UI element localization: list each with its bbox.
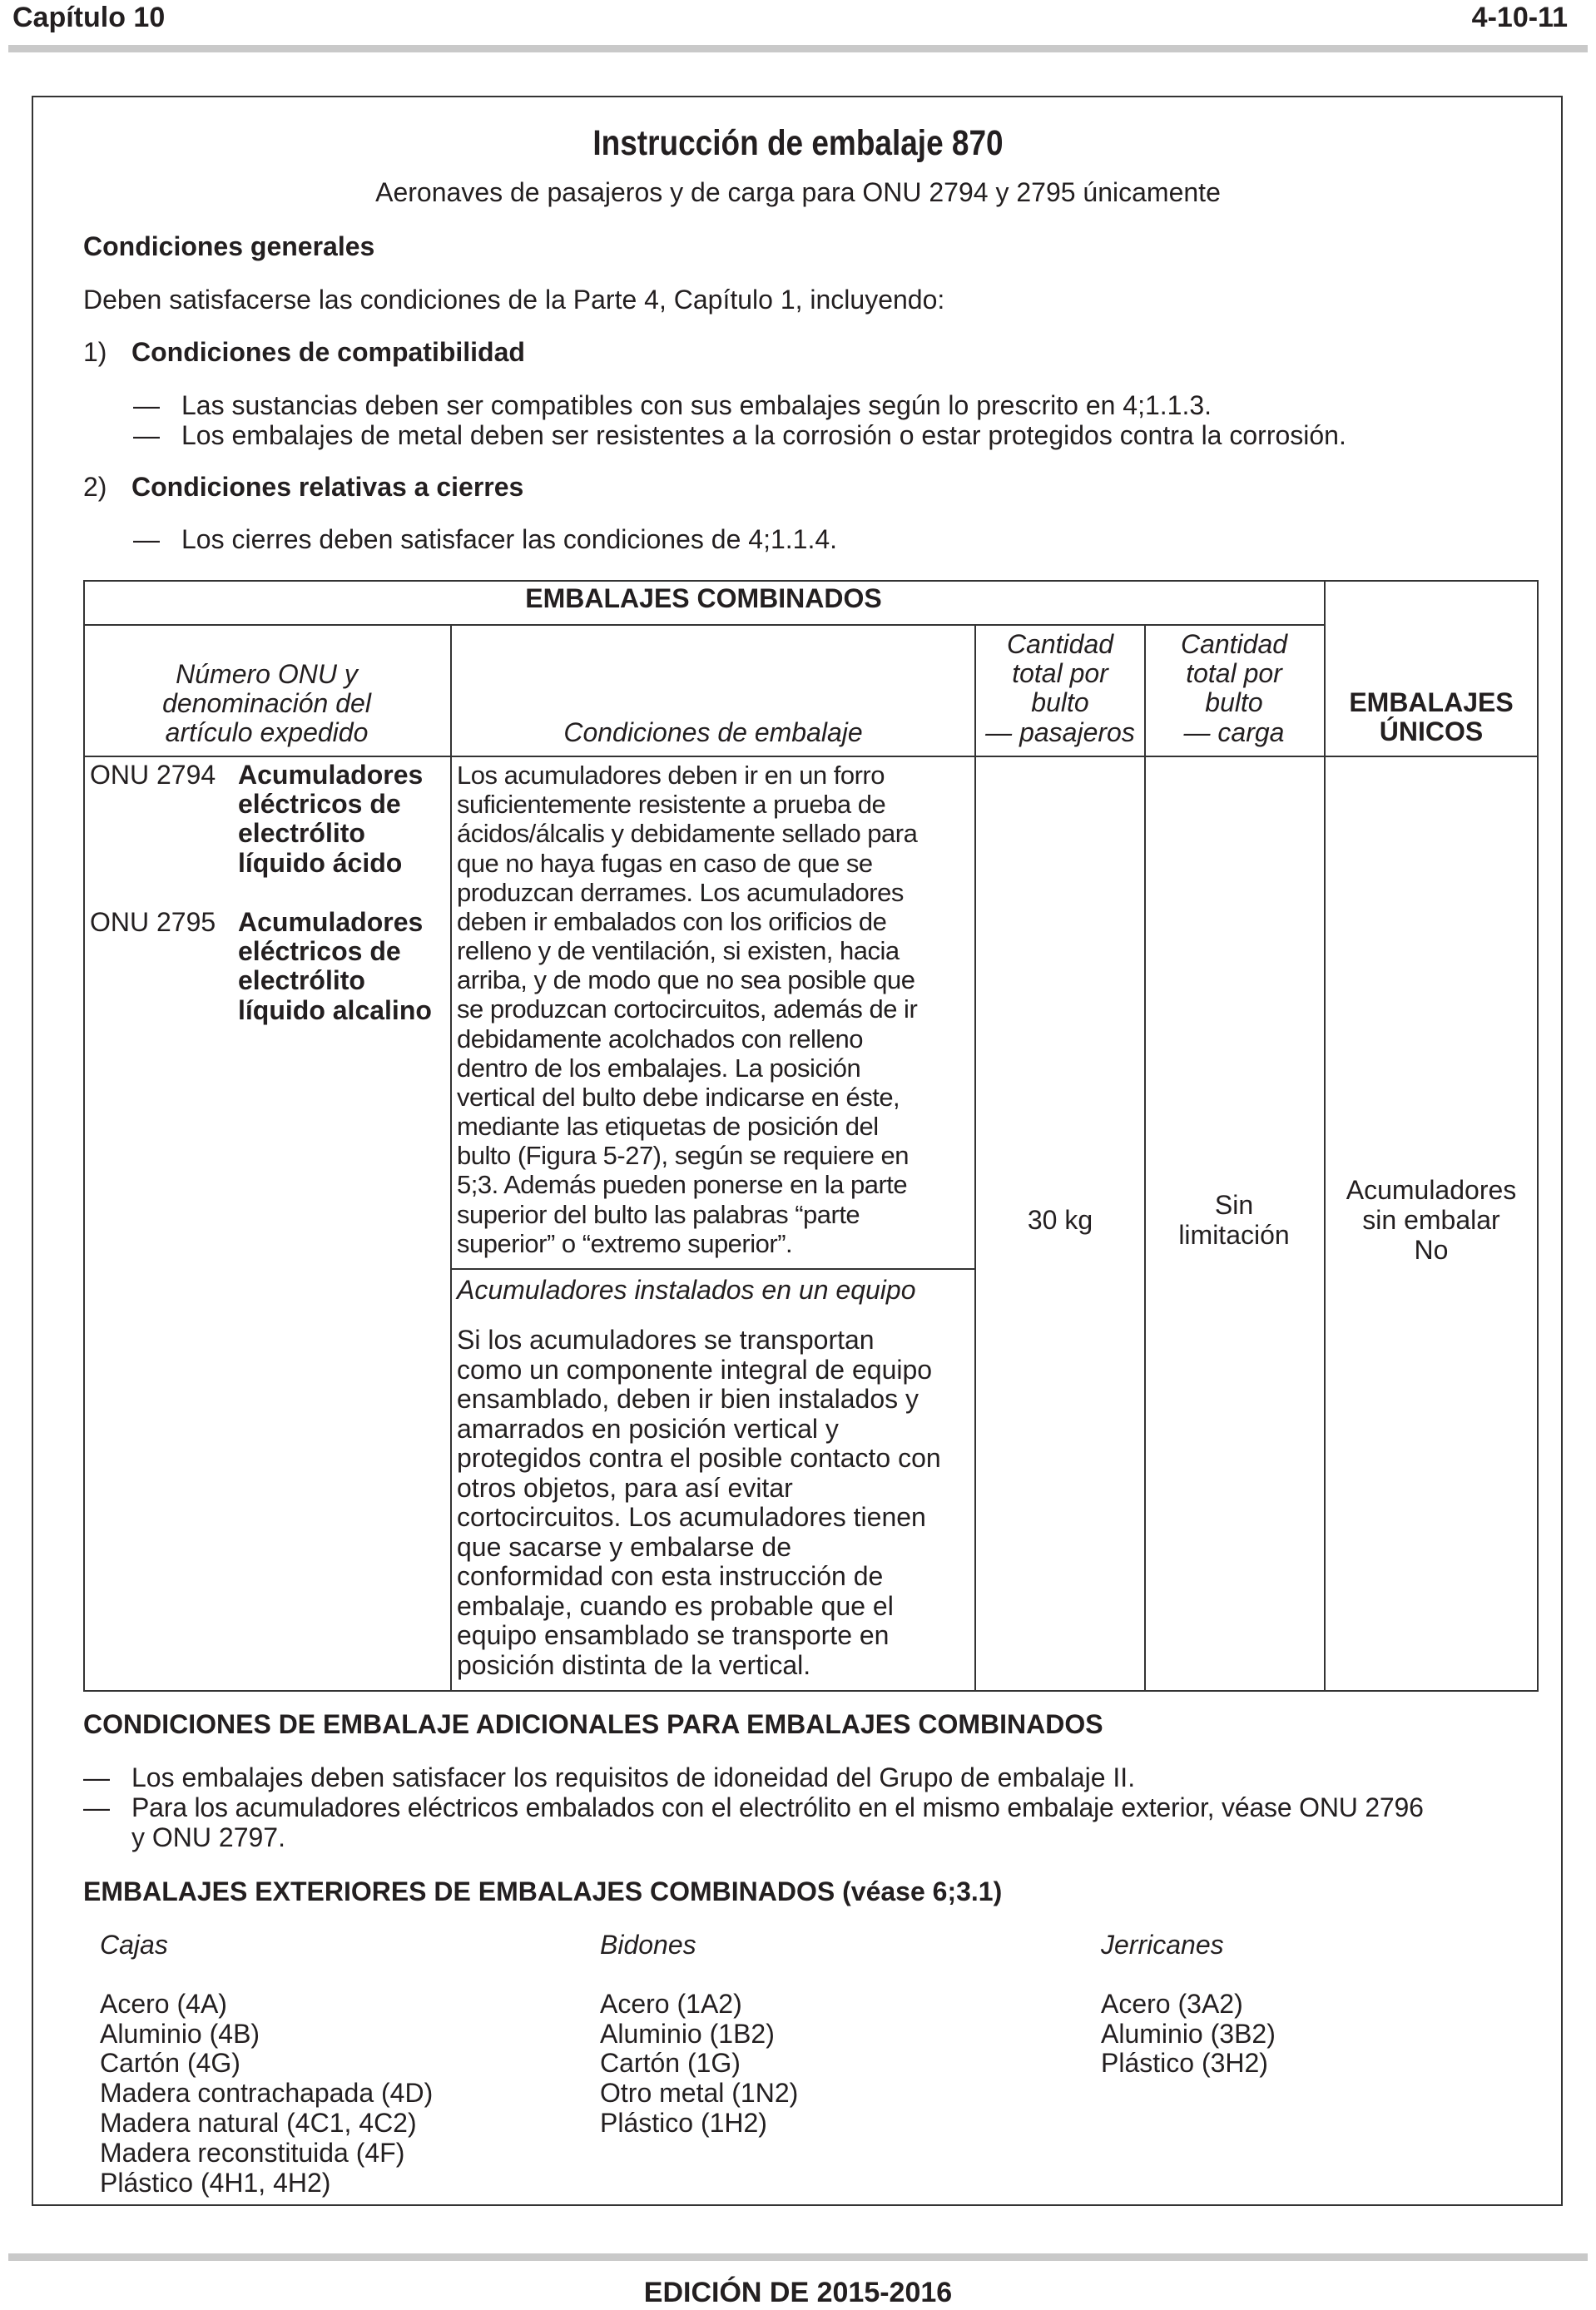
table-divider	[1144, 624, 1146, 1692]
col-single-header	[1324, 688, 1539, 746]
list-item: Plástico (1H2)	[600, 2108, 767, 2139]
text-line: otros objetos, para así evitar	[457, 1472, 793, 1503]
dash-glyph: —	[133, 390, 160, 420]
list-item: Aluminio (4B)	[100, 2018, 260, 2049]
col-cargo-header	[1144, 630, 1324, 747]
text-line: Acumuladores	[1346, 1175, 1517, 1205]
conditions-paragraph	[457, 1326, 973, 1680]
page-number: 4-10-11	[1471, 2, 1568, 33]
header-line: — carga	[1183, 716, 1285, 747]
cargo-quantity	[1144, 1191, 1324, 1251]
un-number: ONU 2794	[90, 760, 216, 790]
table-divider	[83, 756, 1539, 757]
text-line: protegidos contra el posible contacto con	[457, 1443, 941, 1474]
header-line: bulto	[1205, 687, 1263, 718]
header-line: ÚNICOS	[1379, 716, 1484, 747]
name-line: electrólito	[238, 818, 365, 849]
text-line: mediante las etiquetas de posición del	[457, 1112, 879, 1142]
edition-footer: EDICIÓN DE 2015-2016	[643, 2277, 953, 2308]
table-divider	[83, 624, 1324, 626]
list-item: Cartón (1G)	[600, 2048, 741, 2079]
text-line: No	[1414, 1234, 1449, 1265]
un-name	[238, 761, 423, 878]
name-line: electrólito	[238, 965, 365, 996]
dash-glyph: —	[83, 1762, 110, 1792]
outer-heading: EMBALAJES EXTERIORES DE EMBALAJES COMBINADOS (véase 6;3.1)	[83, 1876, 1003, 1906]
text-line: que sacarse y embalarse de	[457, 1531, 791, 1562]
additional-heading: CONDICIONES DE EMBALAJE ADICIONALES PARA EMBALAJES COMBINADOS	[83, 1709, 1103, 1739]
item-2-title: Condiciones relativas a cierres	[131, 472, 524, 502]
header-rule	[8, 45, 1588, 52]
list-item: Acero (3A2)	[1101, 1988, 1243, 2019]
text-line: suficientemente resistente a prueba de	[457, 790, 886, 820]
dash-glyph: —	[83, 1792, 110, 1822]
column-title: Cajas	[100, 1930, 168, 1960]
header-line: — pasajeros	[985, 716, 1135, 747]
table-border-top	[83, 580, 1539, 582]
passenger-quantity: 30 kg	[1027, 1205, 1093, 1235]
text-line: deben ir embalados con los orificios de	[457, 906, 887, 936]
text-line: Si los acumuladores se transportan	[457, 1325, 875, 1355]
text-line: limitación	[1178, 1219, 1290, 1250]
list-item: Madera reconstituida (4F)	[100, 2137, 405, 2168]
text-line: bulto (Figura 5-27), según se requiere en	[457, 1141, 909, 1171]
general-heading: Condiciones generales	[83, 231, 375, 261]
page-title: Instrucción de embalaje 870	[592, 123, 1004, 163]
text-line: arriba, y de modo que no sea posible que	[457, 965, 915, 995]
header-line: bulto	[1031, 687, 1089, 718]
dash-glyph: —	[133, 524, 160, 554]
header-line: Cantidad	[1006, 629, 1114, 659]
name-line: eléctricos de	[238, 789, 401, 820]
bullet-text: Las sustancias deben ser compatibles con sus embalajes según lo prescrito en 4;1.1.3.	[181, 390, 1212, 420]
list-item: Madera contrachapada (4D)	[100, 2078, 434, 2109]
name-line: líquido ácido	[238, 847, 403, 878]
un-number: ONU 2795	[90, 907, 216, 937]
text-line: 5;3. Además pueden ponerse en la parte	[457, 1170, 908, 1200]
text-line: cortocircuitos. Los acumuladores tienen	[457, 1502, 926, 1533]
installed-heading: Acumuladores instalados en un equipo	[457, 1275, 916, 1305]
text-line: superior” o “extremo superior”.	[457, 1228, 793, 1258]
table-border-bottom	[83, 1690, 1539, 1692]
table-divider	[450, 624, 452, 1692]
table-divider	[450, 1268, 976, 1270]
text-line: posición distinta de la vertical.	[457, 1649, 811, 1680]
bullet-text: y ONU 2797.	[131, 1822, 285, 1852]
combined-heading: EMBALAJES COMBINADOS	[525, 583, 882, 613]
text-line: que no haya fugas en caso de que se	[457, 848, 873, 878]
un-name	[238, 908, 432, 1025]
text-line: como un componente integral de equipo	[457, 1354, 933, 1385]
outer-column-drums	[600, 1931, 798, 2139]
item-2-number: 2)	[83, 472, 107, 502]
text-line: vertical del bulto debe indicarse en éste,	[457, 1082, 900, 1112]
packaging-table	[83, 580, 1539, 1692]
name-line: eléctricos de	[238, 936, 401, 967]
table-divider	[974, 624, 976, 1692]
header-line: Cantidad	[1180, 629, 1288, 659]
text-line: se produzcan cortocircuitos, además de ir	[457, 994, 918, 1024]
outer-column-jerricans	[1101, 1931, 1276, 2079]
table-divider	[1324, 580, 1326, 1692]
footer-rule	[8, 2253, 1588, 2261]
column-title: Bidones	[600, 1930, 696, 1960]
name-line: líquido alcalino	[238, 994, 432, 1025]
single-packaging	[1324, 1176, 1539, 1265]
outer-column-boxes	[100, 1931, 433, 2198]
text-line: ácidos/álcalis y debidamente sellado para	[457, 819, 918, 849]
list-item: Cartón (4G)	[100, 2048, 240, 2079]
item-1-number: 1)	[83, 337, 107, 367]
list-item: Otro metal (1N2)	[600, 2078, 799, 2109]
text-line: debidamente acolchados con relleno	[457, 1024, 863, 1053]
header-line: artículo expedido	[165, 717, 369, 748]
name-line: Acumuladores	[238, 760, 424, 790]
table-border-right	[1537, 580, 1539, 1692]
text-line: amarrados en posición vertical y	[457, 1413, 839, 1444]
text-line: ensamblado, deben ir bien instalados y	[457, 1384, 919, 1415]
header-line: denominación del	[162, 688, 371, 719]
column-title: Jerricanes	[1101, 1930, 1224, 1960]
list-item: Madera natural (4C1, 4C2)	[100, 2108, 417, 2139]
list-item: Plástico (4H1, 4H2)	[100, 2167, 331, 2198]
name-line: Acumuladores	[238, 907, 424, 937]
bullet-text: Los embalajes de metal deben ser resistentes a la corrosión o estar protegidos contra la corrosión.	[181, 420, 1346, 450]
header-line: total por	[1186, 658, 1282, 689]
header-line: total por	[1012, 658, 1108, 689]
col-conditions-header: Condiciones de embalaje	[563, 717, 863, 747]
list-item: Acero (1A2)	[600, 1988, 742, 2019]
conditions-paragraph	[457, 761, 973, 1258]
col-passenger-header	[974, 630, 1146, 747]
text-line: superior del bulto las palabras “parte	[457, 1199, 860, 1229]
text-line: equipo ensamblado se transporte en	[457, 1620, 890, 1651]
text-line: produzcan derrames. Los acumuladores	[457, 877, 904, 907]
header-line: EMBALAJES	[1349, 687, 1514, 717]
col-un-header	[83, 660, 450, 748]
text-line: sin embalar	[1362, 1204, 1500, 1235]
text-line: embalaje, cuando es probable que el	[457, 1590, 894, 1621]
bullet-text: Los cierres deben satisfacer las condiciones de 4;1.1.4.	[181, 524, 838, 554]
chapter-label: Capítulo 10	[12, 2, 166, 33]
list-item: Aluminio (1B2)	[600, 2018, 775, 2049]
bullet-text: Los embalajes deben satisfacer los requisitos de idoneidad del Grupo de embalaje II.	[131, 1762, 1136, 1792]
text-line: Sin	[1214, 1190, 1254, 1220]
text-line: conformidad con esta instrucción de	[457, 1561, 884, 1592]
header-line: Número ONU y	[176, 659, 358, 689]
text-line: relleno y de ventilación, si existen, hacia	[457, 936, 900, 966]
item-1-title: Condiciones de compatibilidad	[131, 337, 525, 367]
list-item: Aluminio (3B2)	[1101, 2018, 1276, 2049]
text-line: Los acumuladores deben ir en un forro	[457, 761, 885, 790]
dash-glyph: —	[133, 420, 160, 450]
list-item: Acero (4A)	[100, 1988, 227, 2019]
general-intro: Deben satisfacerse las condiciones de la Parte 4, Capítulo 1, incluyendo:	[83, 285, 945, 315]
text-line: dentro de los embalajes. La posición	[457, 1053, 861, 1083]
bullet-text: Para los acumuladores eléctricos embalados con el electrólito en el mismo embalaje exterior, véase ONU 2796	[131, 1792, 1424, 1822]
list-item: Plástico (3H2)	[1101, 2048, 1268, 2079]
page-subtitle: Aeronaves de pasajeros y de carga para ONU 2794 y 2795 únicamente	[375, 177, 1221, 207]
